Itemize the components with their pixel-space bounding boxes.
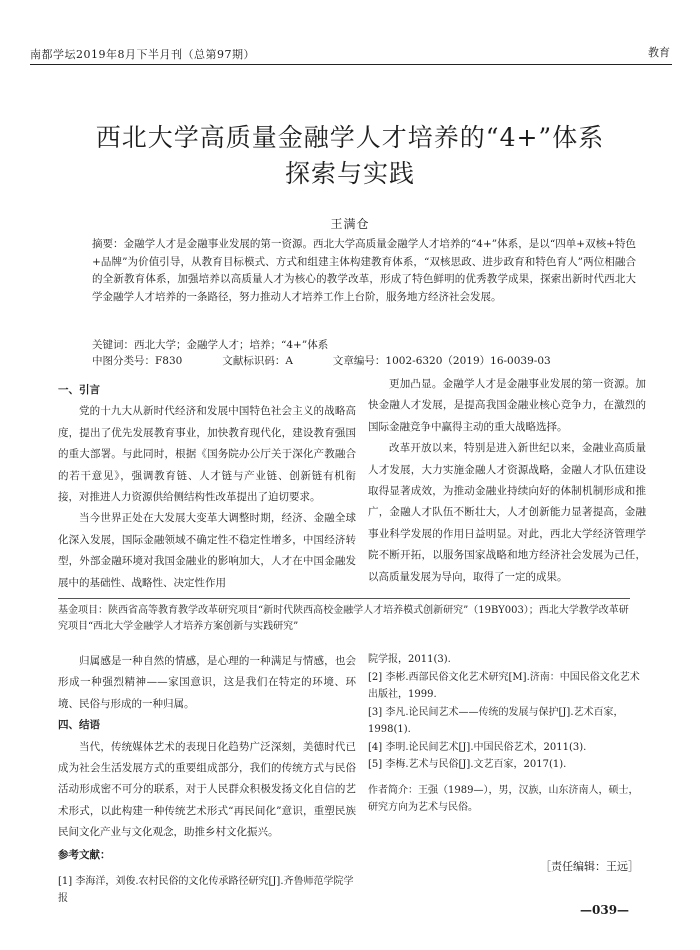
classification-row [92,353,636,370]
references-heading: 参考文献： [58,849,111,861]
paragraph: 当今世界正处在大发展大变革大调整时期，经济、金融全球化深入发展，国际金融领域不确定性不稳定性增多，中国经济转型，外部金融环境对我国金融业的影响加大，人才在中国金融发展中的基础性、战略性、决定性作用 [58,512,356,589]
article-title [0,120,700,192]
header-rule [30,64,672,65]
reference-item: 院学报，2011(3). [368,654,451,665]
references-left [58,873,356,907]
reference-item: [1] 李海洋，刘俊.农村民俗的文化传承路径研究[J].齐鲁师范学院学报 [58,876,354,904]
classification-code: 中图分类号：F830 [92,355,183,367]
editor-note: ［责任编辑：王远］ [540,860,639,873]
section-heading: 四、结语 [58,719,100,732]
reference-item: [4] 李明.论民间艺术[J].中国民俗艺术，2011(3). [368,741,587,753]
document-code: 文献标识码：A [222,355,293,367]
reference-item: [3] 李凡.论民间艺术——传统的发展与保护[J].艺术百家，1998(1). [368,706,624,735]
author-bio: 作者简介：王强（1989—），男，汉族，山东济南人，硕士，研究方向为艺术与民俗。 [368,784,639,813]
paragraph: 改革开放以来，特别是进入新世纪以来，金融业高质量人才发展，大力实施金融人才资源战略，金融人才队伍建设取得显著成效，为推动金融业持续向好的体制机制形成和推广，金融人才队伍不断壮大，人才创新能力显著提高，金融事业科学发展的作用日益明显。对此，西北大学经济管理学院不断开拓，以服务国家战略和地方经济社会发展为己任，以高质量发展为导向，取得了一定的成果。 [368,442,646,583]
journal-header: 南都学坛2019年8月下半月刊（总第97期） [30,48,255,61]
section-heading: 一、引言 [58,384,100,396]
body-column-left-lower [58,651,356,844]
abstract: 摘要：金融学人才是金融事业发展的第一资源。西北大学高质量金融学人才培养的“4+”体系，是以“四单+双核+特色+品牌”为价值引导，从教育目标模式、方式和组建主体构建教育体系，“双核思政、进步政育和特色育人”两位相融合的全新教育体系，加强培养以高质量人才为核心的教学改革，形成了特色鲜明的优秀教学成果，探索出新时代西北大学金融学人才培养的一条路径，努力推动人才培养工作上台阶，服务地方经济社会发展。 [92,238,636,303]
paragraph: 更加凸显。金融学人才是金融事业发展的第一资源。加快金融人才发展，是提高我国金融业核心竞争力，在激烈的国际金融竞争中赢得主动的重大战略选择。 [368,378,646,433]
keywords: 关键词：西北大学；金融学人才；培养；“4+”体系 [92,339,329,351]
reference-item: [5] 李梅.艺术与民俗[J].文艺百家，2017(1). [368,759,567,770]
paragraph: 归属感是一种自然的情感，是心理的一种满足与情感，也会形成一种强烈精神——家国意识，这是我们在特定的环境、环境、民俗与形成的一种归属。 [58,655,356,710]
article-number: 文章编号：1002-6320（2019）16-0039-03 [332,355,551,367]
page-number: —039— [580,903,630,917]
section-label: 教育 [648,46,670,59]
paragraph: 当代，传统媒体艺术的表现日化趋势广泛深刻，美德时代已成为社会生活发展方式的重要组成部分，我们的传统方式与民俗活动形成密不可分的联系，对于人民群众积极发扬文化自信的艺术形式，以此构建一种传统艺术形式“再民间化”意识，重塑民族民间文化产业与文化观念，助推乡村文化振兴。 [58,740,356,839]
author-name: 王满仓 [330,217,370,231]
paragraph: 党的十九大从新时代经济和发展中国特色社会主义的战略高度，提出了优先发展教育事业，加快教育现代化，建设教育强国的重大部署。与此同时，根据《国务院办公厅关于深化产教融合的若干意见》，强调教育链、人才链与产业链、创新链有机衔接，对推进人力资源供给侧结构性改革提出了迫切要求。 [58,405,356,504]
body-column-right [368,374,646,588]
references-right [368,651,646,817]
title-line-1: 西北大学高质量金融学人才培养的“4+”体系 [95,123,605,152]
title-line-2: 探索与实践 [284,159,415,188]
funding-note: 基金项目：陕西省高等教育教学改革研究项目“新时代陕西高校金融学人才培养模式创新研究”（19BY003）；西北大学教学改革研究项目“西北大学金融学人才培养方案创新与实践研究” [58,598,630,634]
body-column-left [58,380,356,594]
reference-item: [2] 李彬.西部民俗文化艺术研究[M].济南：中国民俗文化艺术出版社，1999. [368,671,640,700]
